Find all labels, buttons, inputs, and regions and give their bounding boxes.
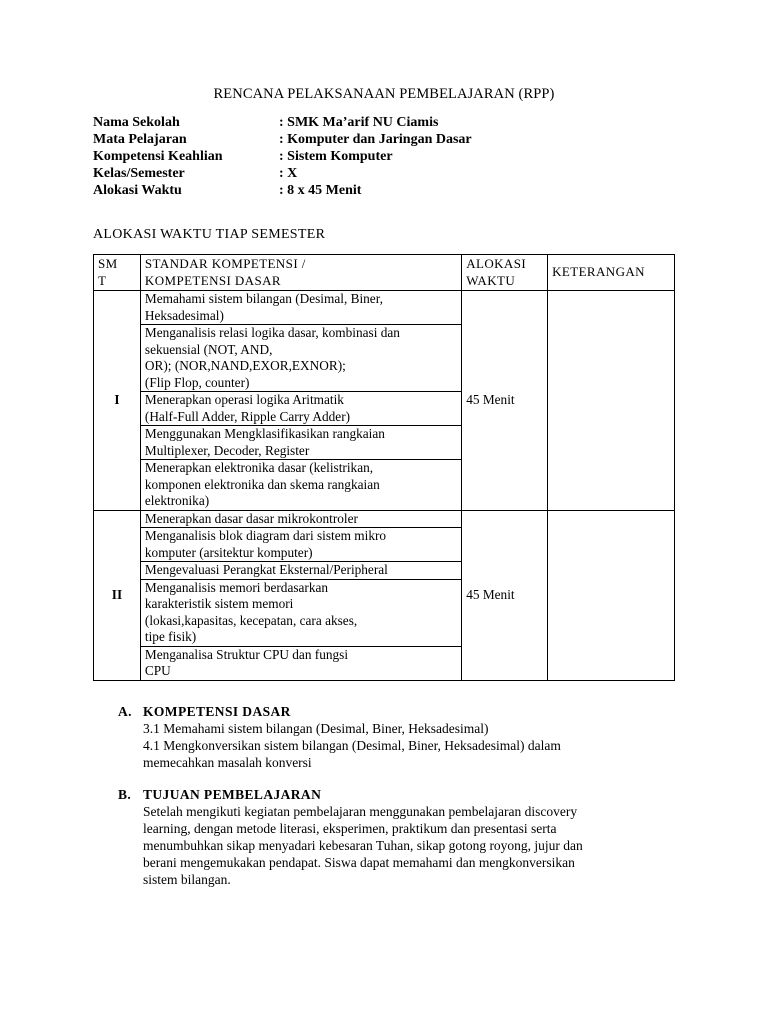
competency-cell [140, 460, 461, 511]
header-smt-line: T [98, 272, 107, 288]
competency-line: komponen elektronika dan skema rangkaian [144, 476, 380, 492]
competency-line: Menganalisis blok diagram dari sistem mikro [144, 528, 387, 543]
competency-cell [140, 392, 461, 426]
competency-line: elektronika) [144, 493, 210, 508]
section-line: menumbuhkan sikap menyadari kebesaran Tuhan, sikap gotong royong, jujur dan [143, 838, 583, 853]
competency-line: Memahami sistem bilangan (Desimal, Biner, [144, 291, 383, 306]
section-competency [118, 703, 643, 771]
competency-line: Mengevaluasi Perangkat Eksternal/Peripheral [144, 562, 388, 577]
section-line: 3.1 Memahami sistem bilangan (Desimal, Biner, Heksadesimal) [143, 721, 489, 736]
competency-line: Multiplexer, Decoder, Register [144, 442, 310, 458]
time-allocation-table [93, 254, 675, 681]
section-letter: A. [118, 704, 132, 719]
section-line: sistem bilangan. [143, 872, 231, 887]
competency-line: Menerapkan operasi logika Aritmatik [144, 392, 344, 407]
section-line: Setelah mengikuti kegiatan pembelajaran menggunakan pembelajaran discovery [143, 804, 578, 819]
info-label: Kelas/Semester [93, 166, 185, 181]
info-label: Alokasi Waktu [93, 183, 182, 198]
semester-cell: I [94, 291, 141, 511]
info-row-subject [93, 131, 472, 148]
info-label: Mata Pelajaran [93, 132, 187, 147]
section-objectives [118, 786, 643, 888]
competency-line: Menganalisa Struktur CPU dan fungsi [144, 646, 349, 662]
allocation-cell: 45 Menit [462, 291, 548, 511]
table-row [94, 510, 675, 528]
section-line: 4.1 Mengkonversikan sistem bilangan (Desimal, Biner, Heksadesimal) dalam [143, 738, 561, 753]
header-allocation-line: WAKTU [466, 272, 516, 288]
competency-cell [140, 579, 461, 646]
header-smt [94, 255, 141, 291]
info-value: : Sistem Komputer [279, 149, 393, 164]
info-value: : 8 x 45 Menit [279, 183, 362, 198]
competency-line: (Half-Full Adder, Ripple Carry Adder) [144, 408, 351, 424]
competency-line: sekuensial (NOT, AND, [144, 341, 273, 357]
section-line: learning, dengan metode literasi, eksperimen, praktikum dan presentasi serta [143, 821, 557, 836]
competency-line: Menganalisis memori berdasarkan [144, 579, 329, 595]
competency-line: Menerapkan elektronika dasar (kelistrikan, [144, 460, 374, 475]
info-row-time [93, 182, 472, 199]
header-competency [140, 255, 461, 291]
header-smt-line: SM [98, 256, 118, 271]
competency-cell [140, 510, 461, 528]
competency-line: (lokasi,kapasitas, kecepatan, cara akses, [144, 612, 358, 628]
info-value: : SMK Ma’arif NU Ciamis [279, 115, 439, 130]
competency-cell [140, 562, 461, 580]
table-heading: ALOKASI WAKTU TIAP SEMESTER [93, 227, 326, 242]
info-value: : Komputer dan Jaringan Dasar [279, 132, 472, 147]
document-info [93, 114, 472, 199]
section-heading: TUJUAN PEMBELAJARAN [143, 787, 322, 802]
allocation-cell: 45 Menit [462, 510, 548, 680]
notes-cell [548, 510, 675, 680]
header-notes: KETERANGAN [548, 255, 675, 291]
notes-cell [548, 291, 675, 511]
page-title: RENCANA PELAKSANAAN PEMBELAJARAN (RPP) [213, 86, 555, 102]
info-row-school [93, 114, 472, 131]
competency-cell [140, 528, 461, 562]
competency-cell [140, 291, 461, 325]
competency-line: tipe fisik) [144, 629, 197, 644]
section-heading: KOMPETENSI DASAR [143, 704, 291, 719]
competency-cell [140, 426, 461, 460]
competency-line: Heksadesimal) [144, 307, 224, 323]
header-allocation [462, 255, 548, 291]
semester-cell: II [94, 510, 141, 680]
section-line: memecahkan masalah konversi [143, 755, 312, 770]
table-row [94, 291, 675, 325]
header-competency-line: STANDAR KOMPETENSI / [144, 256, 306, 271]
competency-line: Menganalisis relasi logika dasar, kombinasi dan [144, 325, 400, 340]
competency-line: OR); (NOR,NAND,EXOR,EXNOR); [144, 358, 346, 373]
competency-cell [140, 646, 461, 680]
section-line: berani mengemukakan pendapat. Siswa dapat memahami dan mengkonversikan [143, 855, 575, 870]
info-row-expertise [93, 148, 472, 165]
competency-line: Menerapkan dasar dasar mikrokontroler [144, 510, 358, 526]
competency-line: (Flip Flop, counter) [144, 374, 250, 390]
table-body [94, 291, 675, 681]
info-value: : X [279, 166, 298, 181]
info-label: Kompetensi Keahlian [93, 149, 223, 164]
info-row-class [93, 165, 472, 182]
competency-cell [140, 325, 461, 392]
header-competency-line: KOMPETENSI DASAR [144, 272, 281, 288]
competency-line: komputer (arsitektur komputer) [144, 544, 313, 560]
info-label: Nama Sekolah [93, 115, 180, 130]
competency-line: CPU [144, 663, 171, 678]
table-header-row [94, 255, 675, 291]
competency-line: karakteristik sistem memori [144, 596, 294, 611]
section-letter: B. [118, 787, 132, 802]
header-allocation-line: ALOKASI [466, 256, 527, 271]
competency-line: Menggunakan Mengklasifikasikan rangkaian [144, 426, 385, 441]
